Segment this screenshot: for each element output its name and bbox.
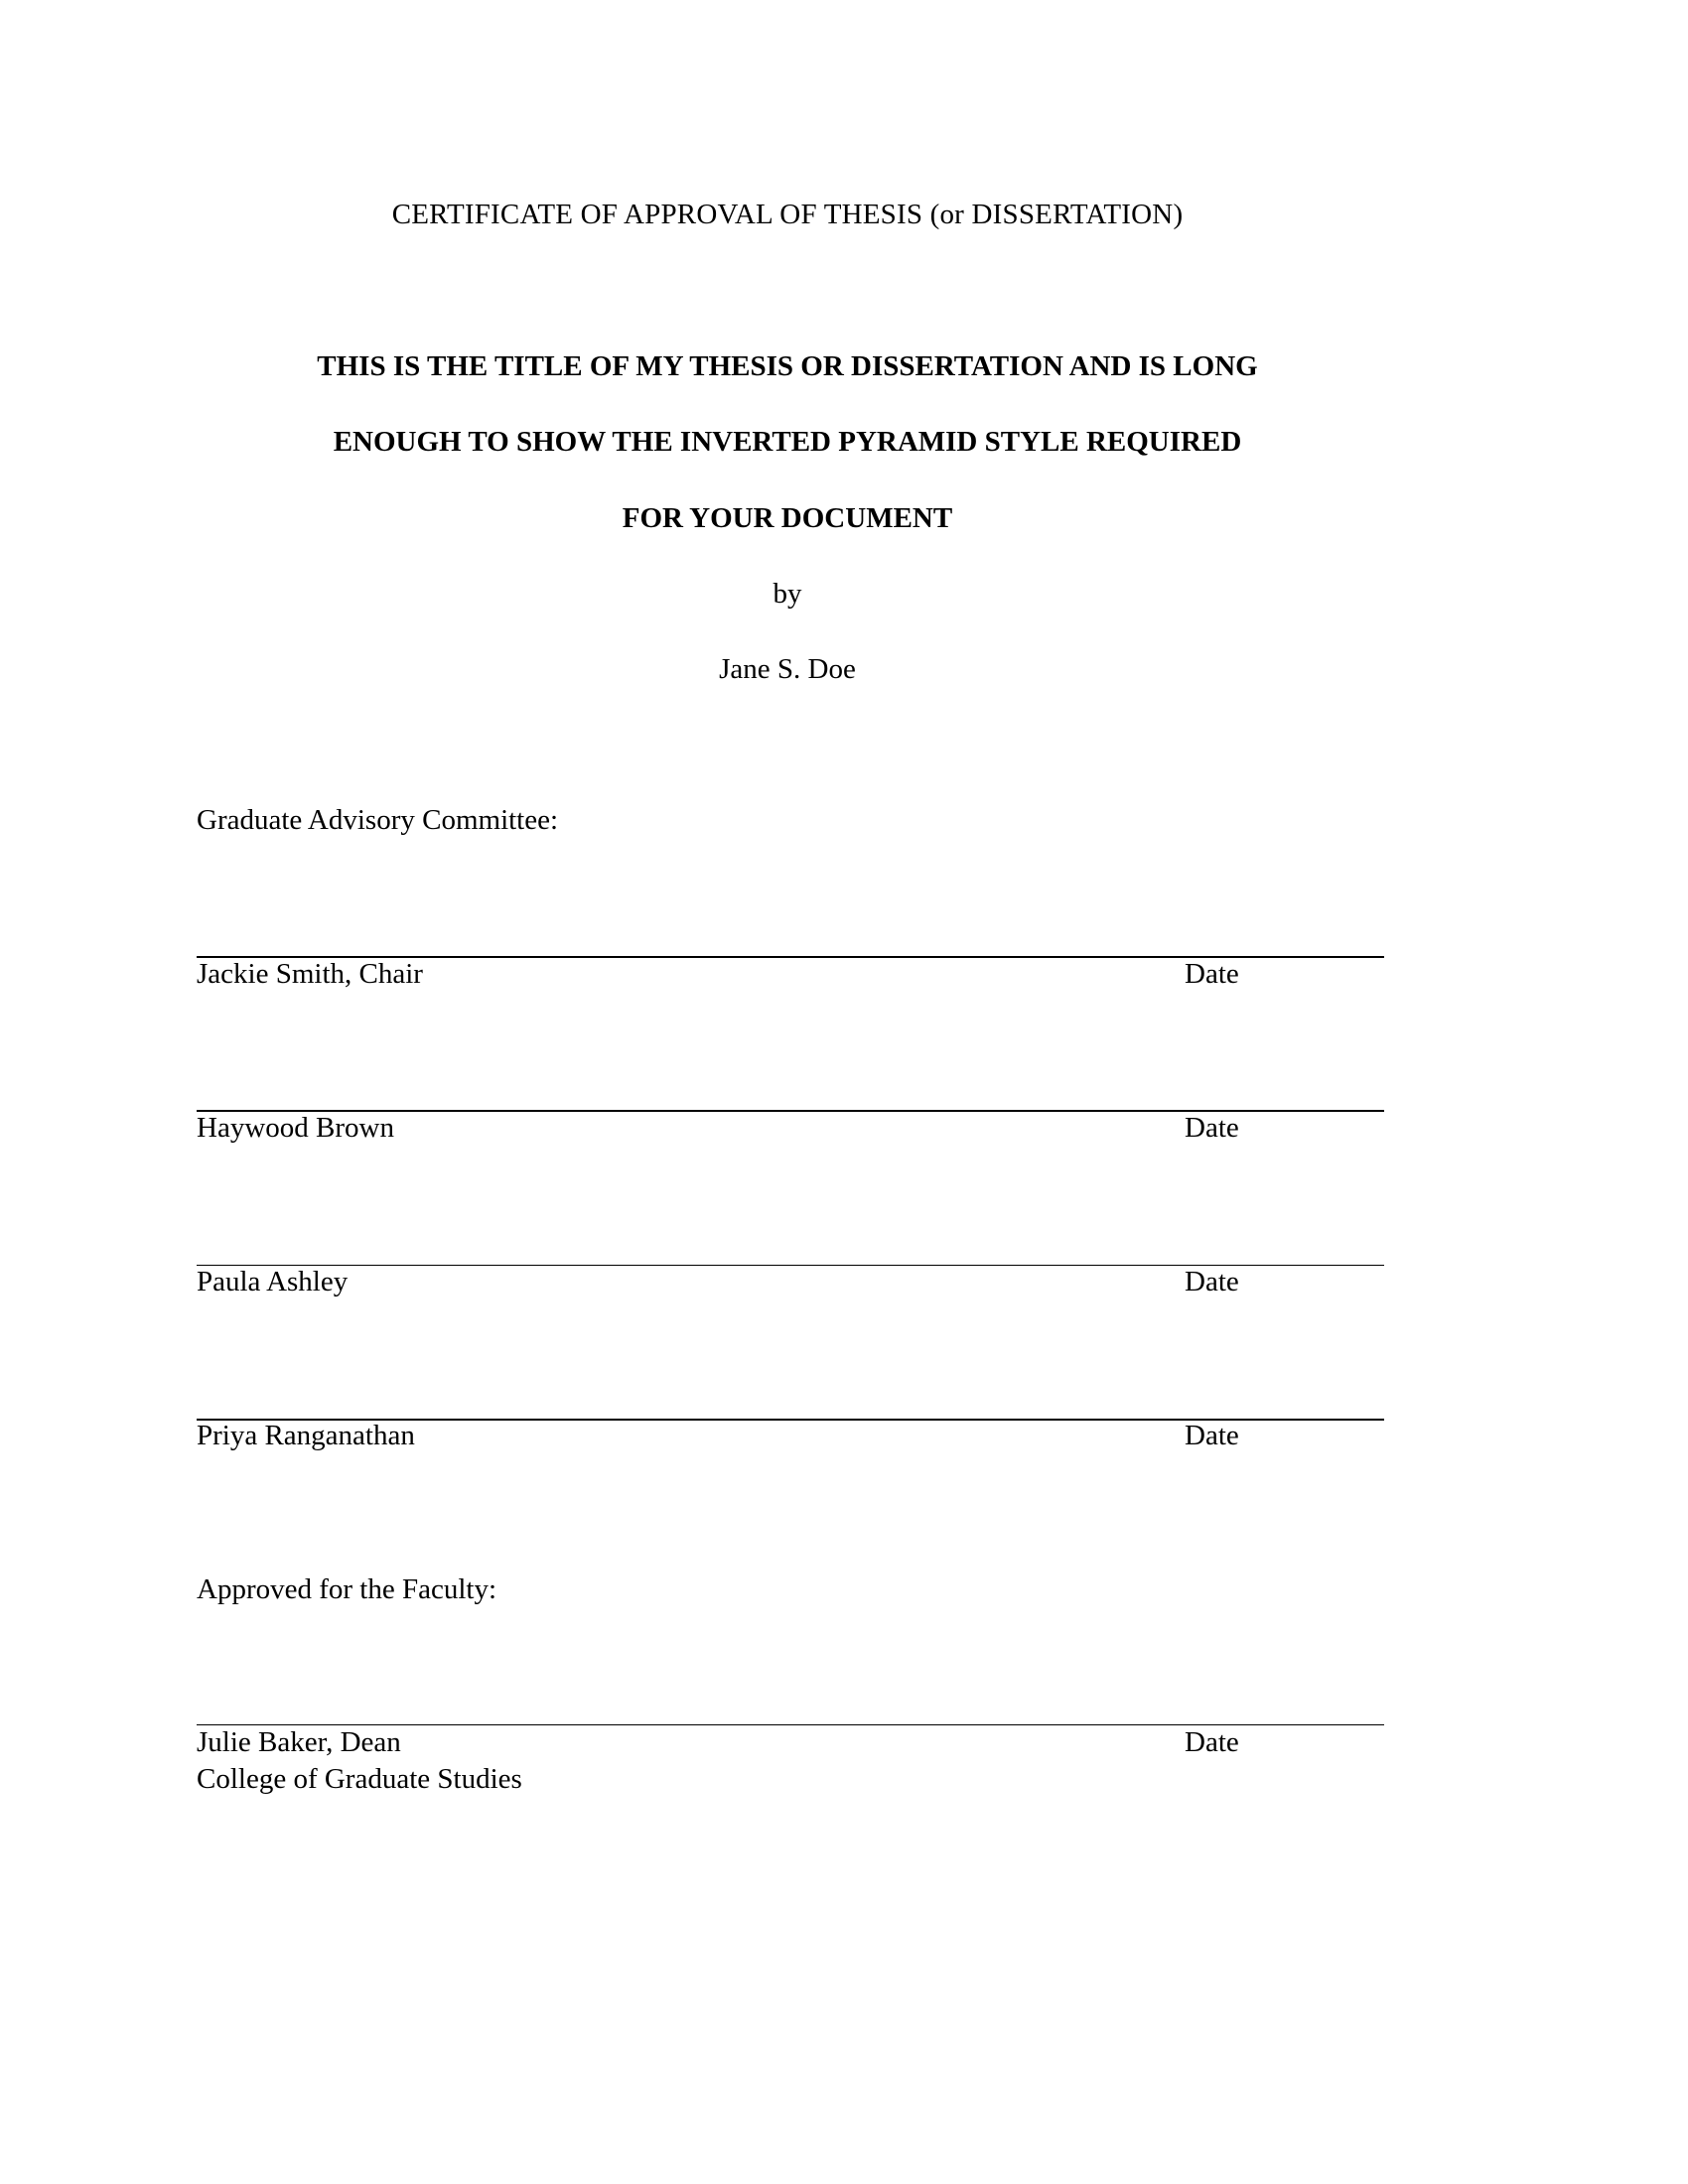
thesis-title-line-1: THIS IS THE TITLE OF MY THESIS OR DISSERTATION AND IS LONG: [317, 350, 1258, 382]
committee-member-name: Jackie Smith, Chair: [197, 958, 423, 990]
date-label: Date: [1185, 1420, 1239, 1451]
date-label: Date: [1185, 958, 1239, 990]
date-label: Date: [1185, 1112, 1239, 1144]
committee-member-name: Haywood Brown: [197, 1112, 394, 1144]
dean-name: Julie Baker, Dean: [197, 1726, 401, 1758]
by-text: by: [773, 578, 802, 610]
committee-label: Graduate Advisory Committee:: [197, 804, 559, 836]
date-label: Date: [1185, 1266, 1239, 1297]
author-name: Jane S. Doe: [719, 653, 856, 685]
thesis-title-line-3: FOR YOUR DOCUMENT: [622, 502, 953, 534]
signature-line-dean[interactable]: [197, 1724, 1384, 1725]
date-label: Date: [1185, 1726, 1239, 1758]
certificate-heading: CERTIFICATE OF APPROVAL OF THESIS (or DISSERTATION): [391, 199, 1184, 230]
thesis-title-line-2: ENOUGH TO SHOW THE INVERTED PYRAMID STYLE REQUIRED: [333, 426, 1242, 458]
committee-member-name: Priya Ranganathan: [197, 1420, 415, 1451]
faculty-approval-label: Approved for the Faculty:: [197, 1573, 497, 1605]
dean-college: College of Graduate Studies: [197, 1763, 522, 1795]
committee-member-name: Paula Ashley: [197, 1266, 349, 1297]
